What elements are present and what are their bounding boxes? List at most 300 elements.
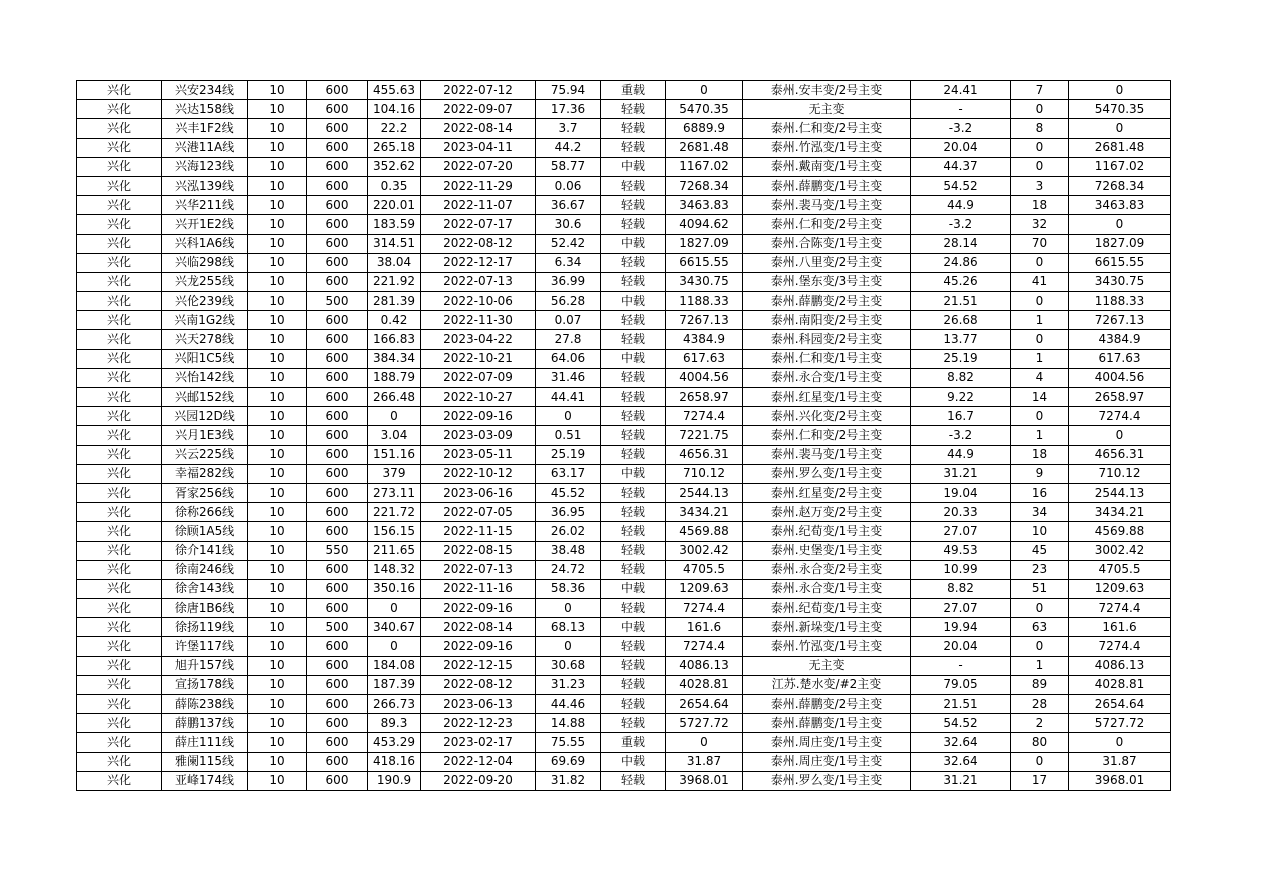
cell-load-rate: 44.46 — [536, 695, 601, 714]
cell-transformer-rate: 20.33 — [911, 503, 1011, 522]
cell-transformer-rate: 24.41 — [911, 81, 1011, 100]
cell-voltage: 10 — [248, 388, 307, 407]
cell-load: 190.9 — [368, 771, 421, 790]
cell-voltage: 10 — [248, 215, 307, 234]
cell-count: 70 — [1011, 234, 1069, 253]
cell-load-status: 轻载 — [601, 695, 666, 714]
cell-load-status: 轻载 — [601, 675, 666, 694]
cell-voltage: 10 — [248, 272, 307, 291]
cell-voltage: 10 — [248, 733, 307, 752]
cell-load-rate: 75.94 — [536, 81, 601, 100]
cell-rated-capacity: 600 — [307, 100, 368, 119]
cell-available-capacity: 4569.88 — [666, 522, 743, 541]
cell-line-name: 旭升157线 — [162, 656, 248, 675]
cell-line-name: 兴伦239线 — [162, 292, 248, 311]
cell-load-status: 轻载 — [601, 388, 666, 407]
cell-load-rate: 31.46 — [536, 368, 601, 387]
cell-load: 0 — [368, 599, 421, 618]
cell-voltage: 10 — [248, 253, 307, 272]
cell-date: 2022-07-20 — [421, 157, 536, 176]
cell-transfer-capacity: 7268.34 — [1069, 176, 1171, 195]
cell-available-capacity: 2654.64 — [666, 695, 743, 714]
cell-region: 兴化 — [77, 541, 162, 560]
cell-load-status: 轻载 — [601, 311, 666, 330]
cell-load: 38.04 — [368, 253, 421, 272]
cell-voltage: 10 — [248, 483, 307, 502]
cell-date: 2022-08-14 — [421, 618, 536, 637]
cell-voltage: 10 — [248, 771, 307, 790]
cell-transformer-rate: 24.86 — [911, 253, 1011, 272]
cell-voltage: 10 — [248, 407, 307, 426]
cell-region: 兴化 — [77, 675, 162, 694]
cell-transfer-capacity: 7274.4 — [1069, 407, 1171, 426]
table-row — [77, 695, 1171, 714]
table-row — [77, 771, 1171, 790]
cell-transformer-rate: 21.51 — [911, 695, 1011, 714]
cell-line-name: 薛陈238线 — [162, 695, 248, 714]
cell-line-name: 徐唐1B6线 — [162, 599, 248, 618]
cell-load-status: 轻载 — [601, 215, 666, 234]
cell-date: 2022-09-20 — [421, 771, 536, 790]
cell-main-transformer: 泰州.兴化变/2号主变 — [743, 407, 911, 426]
table-row — [77, 503, 1171, 522]
table-row — [77, 618, 1171, 637]
cell-rated-capacity: 600 — [307, 138, 368, 157]
cell-transformer-rate: 49.53 — [911, 541, 1011, 560]
cell-load-rate: 0.51 — [536, 426, 601, 445]
cell-main-transformer: 泰州.周庄变/1号主变 — [743, 752, 911, 771]
cell-region: 兴化 — [77, 503, 162, 522]
cell-main-transformer: 泰州.纪荀变/1号主变 — [743, 522, 911, 541]
cell-available-capacity: 5727.72 — [666, 714, 743, 733]
table-row — [77, 522, 1171, 541]
cell-load: 183.59 — [368, 215, 421, 234]
cell-transformer-rate: 32.64 — [911, 733, 1011, 752]
cell-count: 32 — [1011, 215, 1069, 234]
cell-date: 2023-06-16 — [421, 483, 536, 502]
cell-line-name: 兴安234线 — [162, 81, 248, 100]
cell-count: 0 — [1011, 637, 1069, 656]
cell-voltage: 10 — [248, 368, 307, 387]
cell-line-name: 兴园12D线 — [162, 407, 248, 426]
cell-rated-capacity: 600 — [307, 771, 368, 790]
cell-load-status: 轻载 — [601, 119, 666, 138]
cell-line-name: 亚峰174线 — [162, 771, 248, 790]
cell-rated-capacity: 600 — [307, 560, 368, 579]
table-row — [77, 464, 1171, 483]
cell-available-capacity: 6889.9 — [666, 119, 743, 138]
cell-region: 兴化 — [77, 733, 162, 752]
cell-load-rate: 30.68 — [536, 656, 601, 675]
cell-line-name: 兴阳1C5线 — [162, 349, 248, 368]
cell-available-capacity: 4086.13 — [666, 656, 743, 675]
cell-load-status: 轻载 — [601, 656, 666, 675]
cell-region: 兴化 — [77, 272, 162, 291]
cell-transfer-capacity: 5470.35 — [1069, 100, 1171, 119]
cell-count: 3 — [1011, 176, 1069, 195]
cell-available-capacity: 4656.31 — [666, 445, 743, 464]
cell-line-name: 兴邮152线 — [162, 388, 248, 407]
cell-load: 221.72 — [368, 503, 421, 522]
cell-date: 2022-08-14 — [421, 119, 536, 138]
cell-line-name: 兴龙255线 — [162, 272, 248, 291]
cell-rated-capacity: 600 — [307, 311, 368, 330]
cell-count: 51 — [1011, 579, 1069, 598]
cell-date: 2023-06-13 — [421, 695, 536, 714]
cell-transfer-capacity: 3434.21 — [1069, 503, 1171, 522]
table-row — [77, 330, 1171, 349]
cell-load: 0 — [368, 637, 421, 656]
cell-region: 兴化 — [77, 695, 162, 714]
table-row — [77, 637, 1171, 656]
cell-main-transformer: 泰州.薛鹏变/1号主变 — [743, 176, 911, 195]
cell-voltage: 10 — [248, 714, 307, 733]
cell-load-status: 轻载 — [601, 599, 666, 618]
cell-main-transformer: 无主变 — [743, 100, 911, 119]
cell-date: 2022-09-16 — [421, 599, 536, 618]
cell-main-transformer: 泰州.八里变/2号主变 — [743, 253, 911, 272]
cell-count: 4 — [1011, 368, 1069, 387]
table-row — [77, 752, 1171, 771]
cell-count: 1 — [1011, 311, 1069, 330]
cell-line-name: 兴临298线 — [162, 253, 248, 272]
cell-main-transformer: 泰州.红星变/1号主变 — [743, 388, 911, 407]
cell-load-rate: 45.52 — [536, 483, 601, 502]
cell-region: 兴化 — [77, 522, 162, 541]
cell-load: 156.15 — [368, 522, 421, 541]
cell-rated-capacity: 500 — [307, 292, 368, 311]
cell-date: 2022-12-04 — [421, 752, 536, 771]
cell-region: 兴化 — [77, 599, 162, 618]
cell-region: 兴化 — [77, 445, 162, 464]
cell-transfer-capacity: 2654.64 — [1069, 695, 1171, 714]
cell-main-transformer: 泰州.永合变/2号主变 — [743, 560, 911, 579]
table-row — [77, 272, 1171, 291]
cell-load-rate: 27.8 — [536, 330, 601, 349]
cell-load: 273.11 — [368, 483, 421, 502]
cell-load-rate: 58.36 — [536, 579, 601, 598]
cell-main-transformer: 泰州.堡东变/3号主变 — [743, 272, 911, 291]
cell-load: 221.92 — [368, 272, 421, 291]
cell-rated-capacity: 600 — [307, 234, 368, 253]
cell-transfer-capacity: 3430.75 — [1069, 272, 1171, 291]
cell-count: 7 — [1011, 81, 1069, 100]
cell-voltage: 10 — [248, 522, 307, 541]
cell-count: 17 — [1011, 771, 1069, 790]
table-row — [77, 656, 1171, 675]
cell-transformer-rate: 8.82 — [911, 368, 1011, 387]
table-row — [77, 579, 1171, 598]
cell-rated-capacity: 600 — [307, 656, 368, 675]
cell-main-transformer: 泰州.戴南变/1号主变 — [743, 157, 911, 176]
cell-rated-capacity: 600 — [307, 349, 368, 368]
cell-voltage: 10 — [248, 464, 307, 483]
cell-voltage: 10 — [248, 503, 307, 522]
cell-load-status: 轻载 — [601, 560, 666, 579]
cell-date: 2022-10-27 — [421, 388, 536, 407]
cell-available-capacity: 2544.13 — [666, 483, 743, 502]
cell-load: 104.16 — [368, 100, 421, 119]
cell-voltage: 10 — [248, 541, 307, 560]
cell-transfer-capacity: 1167.02 — [1069, 157, 1171, 176]
cell-available-capacity: 0 — [666, 733, 743, 752]
cell-region: 兴化 — [77, 196, 162, 215]
cell-region: 兴化 — [77, 752, 162, 771]
cell-transfer-capacity: 710.12 — [1069, 464, 1171, 483]
cell-available-capacity: 4094.62 — [666, 215, 743, 234]
cell-count: 0 — [1011, 407, 1069, 426]
cell-voltage: 10 — [248, 349, 307, 368]
cell-available-capacity: 161.6 — [666, 618, 743, 637]
table-row — [77, 119, 1171, 138]
cell-transformer-rate: 54.52 — [911, 176, 1011, 195]
cell-date: 2022-08-15 — [421, 541, 536, 560]
cell-load-rate: 14.88 — [536, 714, 601, 733]
cell-main-transformer: 泰州.红星变/2号主变 — [743, 483, 911, 502]
cell-rated-capacity: 600 — [307, 272, 368, 291]
cell-load-rate: 38.48 — [536, 541, 601, 560]
cell-count: 16 — [1011, 483, 1069, 502]
cell-load-status: 轻载 — [601, 272, 666, 291]
cell-transfer-capacity: 617.63 — [1069, 349, 1171, 368]
cell-transformer-rate: 26.68 — [911, 311, 1011, 330]
cell-line-name: 徐舍143线 — [162, 579, 248, 598]
cell-voltage: 10 — [248, 675, 307, 694]
cell-available-capacity: 3002.42 — [666, 541, 743, 560]
table-row — [77, 311, 1171, 330]
cell-transfer-capacity: 2658.97 — [1069, 388, 1171, 407]
cell-load-status: 轻载 — [601, 176, 666, 195]
cell-load-status: 轻载 — [601, 100, 666, 119]
cell-available-capacity: 7274.4 — [666, 407, 743, 426]
cell-voltage: 10 — [248, 100, 307, 119]
table-row — [77, 196, 1171, 215]
cell-region: 兴化 — [77, 81, 162, 100]
cell-count: 14 — [1011, 388, 1069, 407]
cell-available-capacity: 2658.97 — [666, 388, 743, 407]
cell-rated-capacity: 600 — [307, 714, 368, 733]
cell-load-rate: 25.19 — [536, 445, 601, 464]
cell-available-capacity: 617.63 — [666, 349, 743, 368]
cell-line-name: 幸福282线 — [162, 464, 248, 483]
cell-transfer-capacity: 4569.88 — [1069, 522, 1171, 541]
cell-load-rate: 24.72 — [536, 560, 601, 579]
table-row — [77, 733, 1171, 752]
cell-date: 2022-09-16 — [421, 407, 536, 426]
cell-date: 2022-11-16 — [421, 579, 536, 598]
cell-voltage: 10 — [248, 196, 307, 215]
cell-transfer-capacity: 2681.48 — [1069, 138, 1171, 157]
cell-load-rate: 68.13 — [536, 618, 601, 637]
cell-date: 2022-07-13 — [421, 560, 536, 579]
cell-voltage: 10 — [248, 311, 307, 330]
cell-rated-capacity: 600 — [307, 599, 368, 618]
cell-date: 2023-03-09 — [421, 426, 536, 445]
cell-available-capacity: 4028.81 — [666, 675, 743, 694]
cell-line-name: 兴科1A6线 — [162, 234, 248, 253]
cell-rated-capacity: 600 — [307, 752, 368, 771]
table-row — [77, 234, 1171, 253]
cell-transformer-rate: 44.9 — [911, 196, 1011, 215]
cell-line-name: 薛鹏137线 — [162, 714, 248, 733]
cell-transfer-capacity: 7274.4 — [1069, 599, 1171, 618]
cell-count: 1 — [1011, 349, 1069, 368]
cell-transformer-rate: 32.64 — [911, 752, 1011, 771]
cell-load-status: 轻载 — [601, 541, 666, 560]
cell-transfer-capacity: 4384.9 — [1069, 330, 1171, 349]
cell-region: 兴化 — [77, 771, 162, 790]
cell-available-capacity: 3463.83 — [666, 196, 743, 215]
cell-main-transformer: 泰州.裴马变/1号主变 — [743, 196, 911, 215]
cell-region: 兴化 — [77, 637, 162, 656]
cell-voltage: 10 — [248, 138, 307, 157]
cell-available-capacity: 4384.9 — [666, 330, 743, 349]
cell-main-transformer: 泰州.仁和变/2号主变 — [743, 215, 911, 234]
table-row — [77, 388, 1171, 407]
cell-load: 266.73 — [368, 695, 421, 714]
cell-load: 0.42 — [368, 311, 421, 330]
cell-rated-capacity: 600 — [307, 675, 368, 694]
cell-region: 兴化 — [77, 368, 162, 387]
cell-date: 2023-05-11 — [421, 445, 536, 464]
cell-load-status: 轻载 — [601, 771, 666, 790]
cell-region: 兴化 — [77, 100, 162, 119]
cell-available-capacity: 3434.21 — [666, 503, 743, 522]
cell-date: 2022-11-07 — [421, 196, 536, 215]
cell-region: 兴化 — [77, 618, 162, 637]
cell-voltage: 10 — [248, 656, 307, 675]
cell-line-name: 兴港11A线 — [162, 138, 248, 157]
cell-voltage: 10 — [248, 119, 307, 138]
cell-load-rate: 75.55 — [536, 733, 601, 752]
cell-transformer-rate: 27.07 — [911, 522, 1011, 541]
cell-load-status: 轻载 — [601, 330, 666, 349]
cell-available-capacity: 4705.5 — [666, 560, 743, 579]
cell-load-status: 轻载 — [601, 138, 666, 157]
cell-load: 340.67 — [368, 618, 421, 637]
cell-voltage: 10 — [248, 292, 307, 311]
cell-transfer-capacity: 2544.13 — [1069, 483, 1171, 502]
cell-transfer-capacity: 0 — [1069, 81, 1171, 100]
cell-line-name: 许堡117线 — [162, 637, 248, 656]
cell-available-capacity: 7274.4 — [666, 637, 743, 656]
table-row — [77, 541, 1171, 560]
cell-date: 2022-12-15 — [421, 656, 536, 675]
cell-load-status: 中载 — [601, 234, 666, 253]
cell-load: 0.35 — [368, 176, 421, 195]
cell-date: 2022-09-16 — [421, 637, 536, 656]
cell-rated-capacity: 600 — [307, 388, 368, 407]
cell-load-rate: 64.06 — [536, 349, 601, 368]
cell-available-capacity: 3968.01 — [666, 771, 743, 790]
cell-transformer-rate: - — [911, 100, 1011, 119]
cell-main-transformer: 江苏.楚水变/#2主变 — [743, 675, 911, 694]
cell-transformer-rate: 16.7 — [911, 407, 1011, 426]
cell-load-status: 轻载 — [601, 714, 666, 733]
table-body — [77, 81, 1171, 791]
cell-load-status: 轻载 — [601, 253, 666, 272]
cell-load-status: 轻载 — [601, 426, 666, 445]
cell-available-capacity: 1209.63 — [666, 579, 743, 598]
cell-transfer-capacity: 1188.33 — [1069, 292, 1171, 311]
table-row — [77, 445, 1171, 464]
cell-main-transformer: 泰州.仁和变/1号主变 — [743, 349, 911, 368]
cell-date: 2022-07-13 — [421, 272, 536, 291]
cell-load-rate: 30.6 — [536, 215, 601, 234]
table-row — [77, 157, 1171, 176]
cell-load: 350.16 — [368, 579, 421, 598]
cell-main-transformer: 泰州.南阳变/2号主变 — [743, 311, 911, 330]
cell-main-transformer: 泰州.罗么变/1号主变 — [743, 771, 911, 790]
cell-main-transformer: 无主变 — [743, 656, 911, 675]
cell-load-status: 重载 — [601, 81, 666, 100]
cell-load-status: 轻载 — [601, 407, 666, 426]
cell-load-rate: 17.36 — [536, 100, 601, 119]
cell-date: 2022-09-07 — [421, 100, 536, 119]
cell-transfer-capacity: 0 — [1069, 119, 1171, 138]
cell-rated-capacity: 600 — [307, 157, 368, 176]
cell-load-rate: 44.2 — [536, 138, 601, 157]
cell-transfer-capacity: 31.87 — [1069, 752, 1171, 771]
cell-line-name: 胥家256线 — [162, 483, 248, 502]
cell-load: 266.48 — [368, 388, 421, 407]
cell-rated-capacity: 600 — [307, 426, 368, 445]
cell-load: 379 — [368, 464, 421, 483]
cell-voltage: 10 — [248, 157, 307, 176]
cell-rated-capacity: 600 — [307, 368, 368, 387]
cell-date: 2022-07-17 — [421, 215, 536, 234]
cell-load-status: 中载 — [601, 752, 666, 771]
cell-load-status: 中载 — [601, 579, 666, 598]
cell-count: 63 — [1011, 618, 1069, 637]
cell-line-name: 雅阑115线 — [162, 752, 248, 771]
cell-main-transformer: 泰州.薛鹏变/2号主变 — [743, 695, 911, 714]
cell-transfer-capacity: 5727.72 — [1069, 714, 1171, 733]
cell-load-status: 中载 — [601, 464, 666, 483]
cell-rated-capacity: 600 — [307, 81, 368, 100]
cell-count: 0 — [1011, 253, 1069, 272]
cell-count: 0 — [1011, 100, 1069, 119]
cell-count: 34 — [1011, 503, 1069, 522]
cell-count: 8 — [1011, 119, 1069, 138]
cell-load-rate: 58.77 — [536, 157, 601, 176]
cell-rated-capacity: 500 — [307, 618, 368, 637]
cell-date: 2022-10-12 — [421, 464, 536, 483]
cell-load-rate: 56.28 — [536, 292, 601, 311]
cell-date: 2022-10-06 — [421, 292, 536, 311]
cell-load-status: 中载 — [601, 618, 666, 637]
cell-load: 211.65 — [368, 541, 421, 560]
cell-transfer-capacity: 4656.31 — [1069, 445, 1171, 464]
cell-load-rate: 52.42 — [536, 234, 601, 253]
cell-line-name: 兴华211线 — [162, 196, 248, 215]
cell-transfer-capacity: 3463.83 — [1069, 196, 1171, 215]
cell-rated-capacity: 600 — [307, 215, 368, 234]
cell-line-name: 兴月1E3线 — [162, 426, 248, 445]
cell-load: 453.29 — [368, 733, 421, 752]
cell-transfer-capacity: 1827.09 — [1069, 234, 1171, 253]
cell-date: 2022-07-05 — [421, 503, 536, 522]
cell-available-capacity: 5470.35 — [666, 100, 743, 119]
cell-main-transformer: 泰州.纪荀变/1号主变 — [743, 599, 911, 618]
cell-count: 0 — [1011, 292, 1069, 311]
table-row — [77, 176, 1171, 195]
cell-date: 2022-07-09 — [421, 368, 536, 387]
cell-date: 2023-02-17 — [421, 733, 536, 752]
cell-transformer-rate: 27.07 — [911, 599, 1011, 618]
table-row — [77, 349, 1171, 368]
table-row — [77, 100, 1171, 119]
